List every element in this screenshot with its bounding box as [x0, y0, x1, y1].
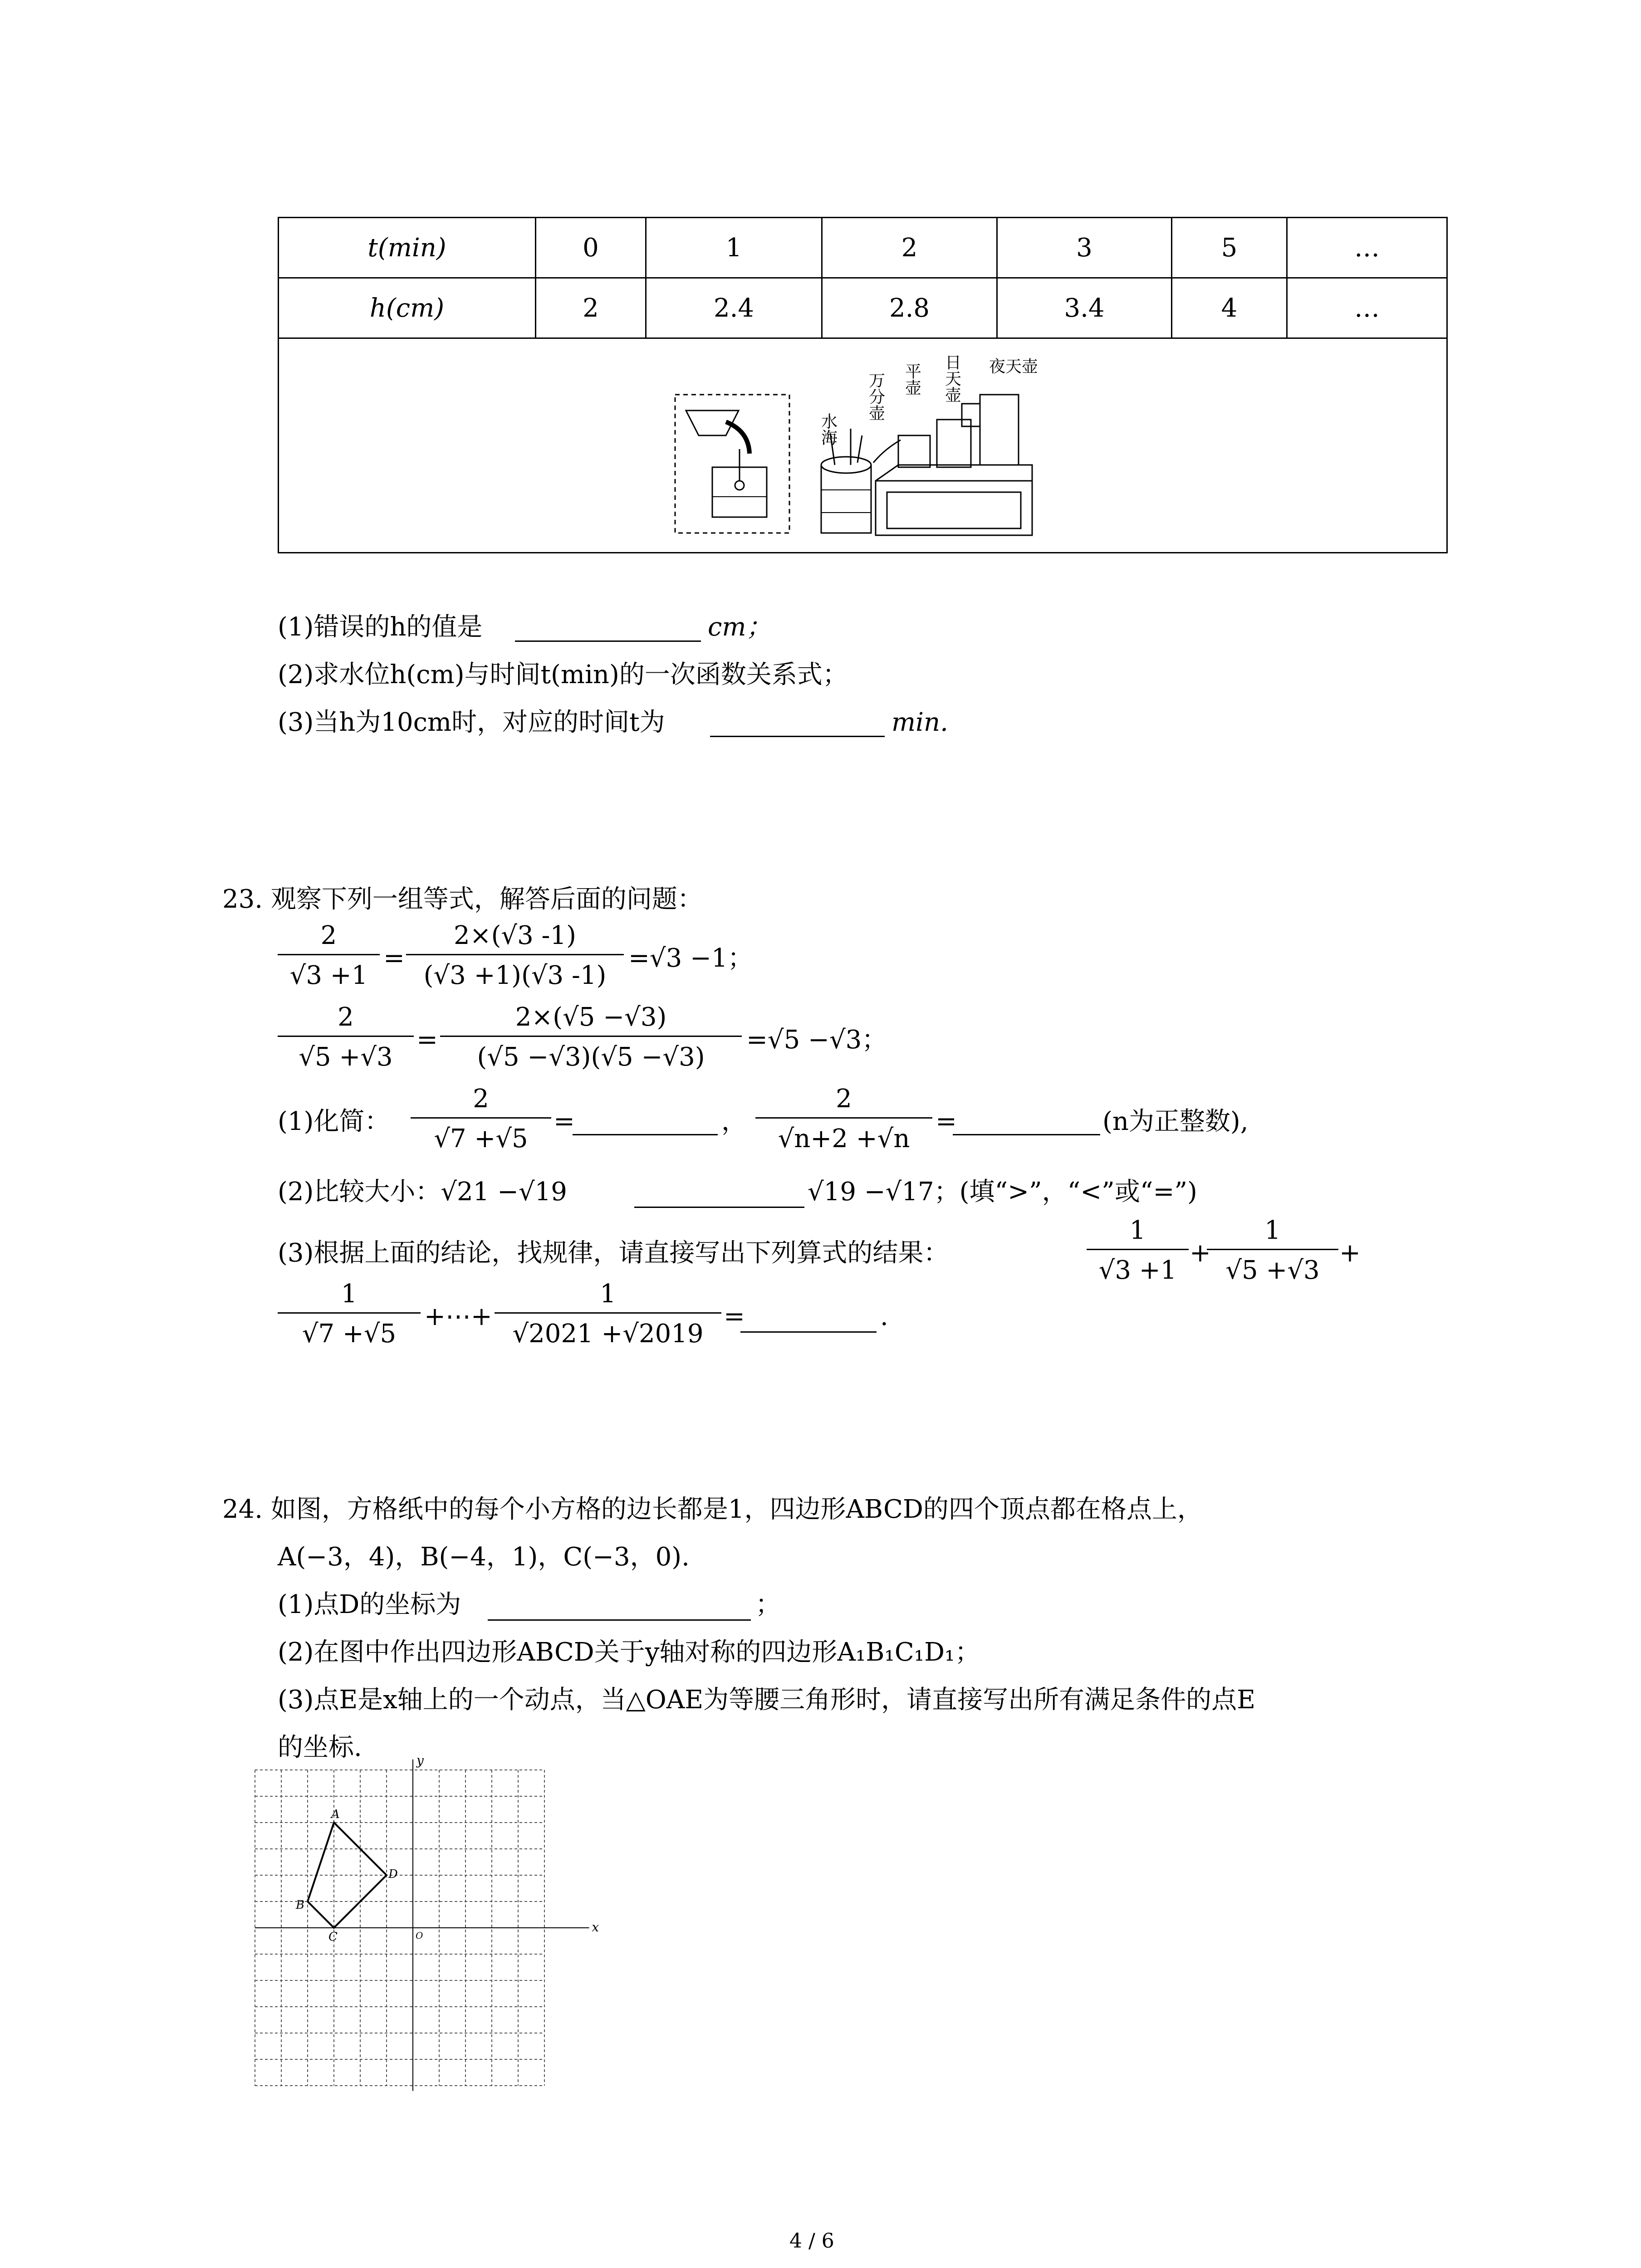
fraction-bar	[406, 954, 624, 955]
denominator: √7 +√5	[434, 1124, 528, 1154]
q23-part3-label: (3)根据上面的结论，找规律，请直接写出下列算式的结果：	[278, 1238, 949, 1268]
numerator: 2	[320, 921, 337, 950]
answer-blank	[573, 1134, 718, 1135]
fraction-bar	[278, 954, 380, 955]
vertex-label: B	[296, 1898, 305, 1912]
answer-blank	[515, 640, 701, 642]
figure-label: 夜天壶	[989, 357, 1038, 376]
q22-part2: (2)求水位h(cm)与时间t(min)的一次函数关系式；	[278, 660, 848, 689]
fraction	[278, 1002, 414, 1073]
figure-label: 平壶	[902, 363, 921, 396]
q23-part2-rest: √19 −√17；(填“>”，“<”或“=”)	[808, 1177, 1197, 1207]
ellipsis-sum: +⋯+	[424, 1302, 492, 1331]
vertex-label: A	[331, 1808, 340, 1821]
table-cell: 2	[822, 218, 997, 278]
period: .	[880, 1302, 888, 1331]
q22-part3-unit: min.	[892, 708, 948, 737]
q24-part3-line2: 的坐标.	[278, 1733, 362, 1762]
fraction	[278, 1281, 421, 1349]
denominator: √2021 +√2019	[512, 1319, 704, 1349]
plus-sign: +	[1339, 1238, 1361, 1268]
origin-label: O	[416, 1930, 423, 1941]
table-cell: 1	[646, 218, 822, 278]
answer-blank	[953, 1134, 1100, 1135]
q22-part1-unit: cm；	[708, 612, 772, 642]
equation-rhs: =√5 −√3；	[746, 1025, 887, 1055]
q23-part1-tail: (n为正整数),	[1102, 1107, 1249, 1136]
table-cell: t(min)	[279, 218, 536, 278]
figure-label: 万分壶	[866, 372, 885, 421]
numerator: 2×(√3 -1)	[454, 921, 576, 950]
denominator: √3 +1	[1098, 1256, 1177, 1285]
table-row	[279, 278, 1447, 338]
q24-line2: A(−3，4)，B(−4，1)，C(−3，0).	[278, 1542, 690, 1572]
q23-part1-label: (1)化简：	[278, 1107, 390, 1136]
fraction-bar	[278, 1036, 414, 1037]
fraction	[755, 1086, 932, 1154]
fraction-bar	[1207, 1249, 1338, 1250]
table-row	[279, 218, 1447, 278]
equals-sign: =	[724, 1302, 745, 1331]
equation-rhs: =√3 −1；	[628, 943, 753, 973]
fraction-bar	[411, 1117, 551, 1119]
fraction-bar	[440, 1036, 742, 1037]
fraction	[440, 1002, 742, 1073]
table-cell: 2.4	[646, 278, 822, 338]
table-cell: 2.8	[822, 278, 997, 338]
fraction	[1207, 1218, 1338, 1286]
q23-part2-label: (2)比较大小：√21 −√19	[278, 1177, 567, 1207]
equals-sign: =	[554, 1107, 575, 1136]
fraction	[1087, 1218, 1189, 1286]
q22-part1: (1)错误的h的值是	[278, 612, 483, 642]
numerator: 1	[1264, 1216, 1281, 1245]
page-number: 4 / 6	[789, 2229, 834, 2253]
fraction	[278, 923, 380, 991]
denominator: √7 +√5	[302, 1319, 397, 1349]
equals-sign: =	[936, 1107, 957, 1136]
q24-part2: (2)在图中作出四边形ABCD关于y轴对称的四边形A₁B₁C₁D₁；	[278, 1637, 980, 1667]
fraction	[411, 1086, 551, 1154]
answer-blank	[634, 1207, 804, 1208]
q24-line1: 24. 如图，方格纸中的每个小方格的边长都是1，四边形ABCD的四个顶点都在格点上，	[222, 1495, 1203, 1524]
answer-blank	[710, 736, 885, 737]
fraction-bar	[278, 1312, 421, 1314]
denominator: √5 +√3	[299, 1042, 393, 1072]
fraction	[406, 923, 624, 991]
numerator: 1	[341, 1279, 358, 1309]
equals-sign: =	[416, 1025, 438, 1055]
y-axis-label: y	[416, 1753, 424, 1768]
table-cell: …	[1287, 278, 1447, 338]
q22-part3: (3)当h为10cm时，对应的时间t为	[278, 708, 665, 737]
fraction-bar	[1087, 1249, 1189, 1250]
q24-part1: (1)点D的坐标为	[278, 1590, 461, 1619]
table-cell: h(cm)	[279, 278, 536, 338]
figure-label: 日天壶	[942, 354, 961, 403]
denominator: (√3 +1)(√3 -1)	[423, 961, 607, 990]
comma: ，	[721, 1107, 747, 1136]
vertex-label: C	[328, 1930, 338, 1944]
table-cell: …	[1287, 218, 1447, 278]
coordinate-grid	[272, 1753, 599, 2096]
denominator: √3 +1	[289, 961, 368, 990]
table-cell: 3	[997, 218, 1172, 278]
table-cell: 4	[1172, 278, 1287, 338]
vertex-label: D	[388, 1867, 398, 1881]
numerator: 2	[473, 1084, 489, 1114]
q23-title: 23. 观察下列一组等式，解答后面的问题：	[222, 885, 703, 914]
fraction-bar	[495, 1312, 721, 1314]
semicolon: ；	[755, 1590, 781, 1619]
answer-blank	[488, 1619, 751, 1621]
table-cell: 3.4	[997, 278, 1172, 338]
figure-label: 水海	[818, 413, 838, 445]
denominator: √5 +√3	[1225, 1256, 1320, 1285]
table-cell: 2	[536, 278, 646, 338]
fraction	[495, 1281, 721, 1349]
numerator: 1	[1129, 1216, 1146, 1245]
clepsydra-illustration	[671, 345, 1080, 544]
denominator: (√5 −√3)(√5 −√3)	[477, 1042, 705, 1072]
numerator: 2×(√5 −√3)	[515, 1002, 667, 1032]
fraction-bar	[755, 1117, 932, 1119]
numerator: 2	[836, 1084, 852, 1114]
equals-sign: =	[383, 943, 405, 973]
answer-blank	[740, 1331, 877, 1333]
plus-sign: +	[1190, 1238, 1211, 1268]
x-axis-label: x	[592, 1920, 599, 1935]
denominator: √n+2 +√n	[778, 1124, 910, 1154]
table-cell: 0	[536, 218, 646, 278]
table-cell: 5	[1172, 218, 1287, 278]
q24-part3-line1: (3)点E是x轴上的一个动点，当△OAE为等腰三角形时，请直接写出所有满足条件的点E	[278, 1685, 1255, 1715]
numerator: 2	[338, 1002, 354, 1032]
numerator: 1	[600, 1279, 616, 1309]
